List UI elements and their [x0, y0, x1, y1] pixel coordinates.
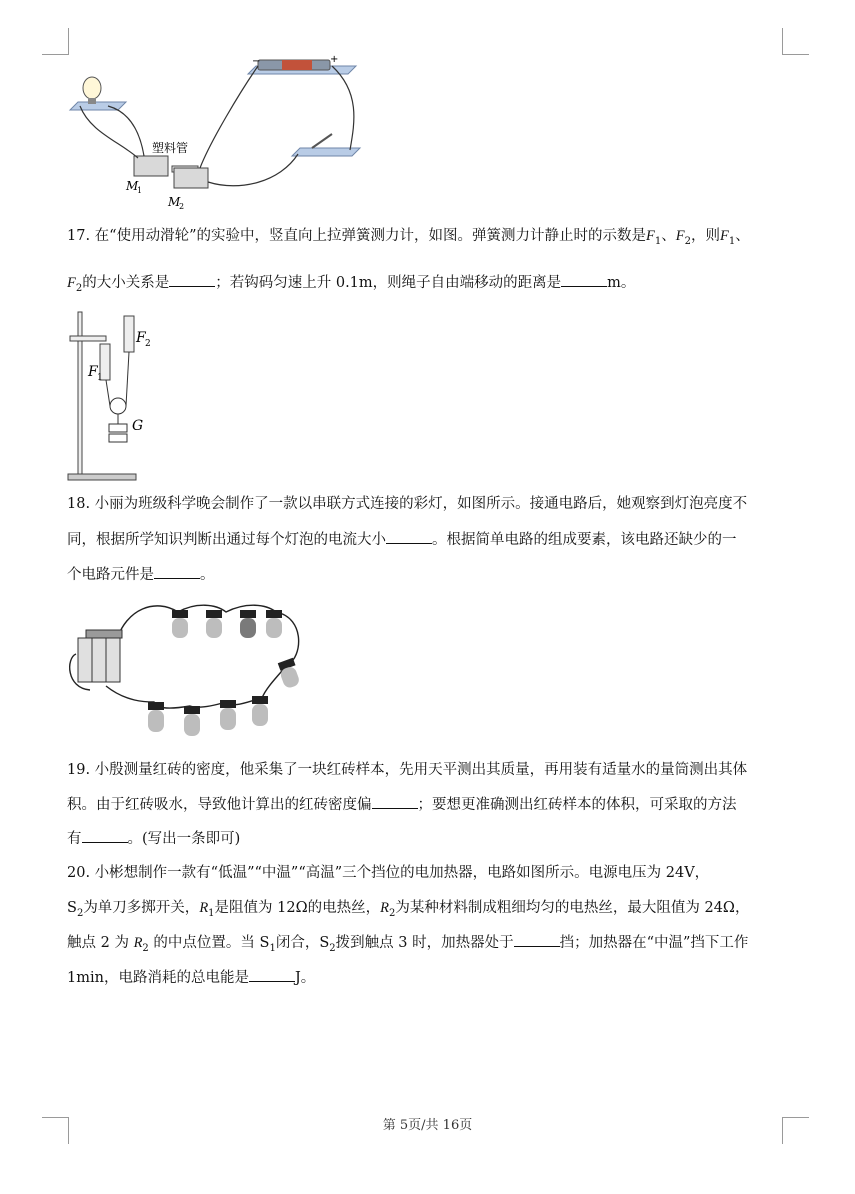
- q20-s1-symbol: S: [259, 935, 270, 951]
- q18-line2a-text: 同，根据所学知识判断出通过每个灯泡的电流大小: [67, 532, 386, 548]
- q20-r2-symbol-2: R: [133, 935, 143, 951]
- q20-line-3: [67, 932, 787, 959]
- q18-line-2: [67, 529, 787, 550]
- q17-text-a: 在“使用动滑轮”的实验中，竖直向上拉弹簧测力计，如图。弹簧测力计静止时的示数是: [94, 228, 646, 244]
- q18-lights-drawing: [66, 598, 306, 744]
- q20-r1-sub: 1: [208, 907, 215, 919]
- q17-pulley-figure: [64, 306, 164, 486]
- m2-subscript: 2: [179, 202, 185, 211]
- q20-line3b-text: 的中点位置。当: [148, 935, 260, 951]
- pulley-wheel-icon: [110, 398, 126, 414]
- q17-f2-symbol-2: F: [67, 275, 76, 291]
- q20-line3a-text: 触点 2 为: [67, 935, 134, 951]
- switch-lever-icon: [312, 134, 332, 148]
- q17-number: 17.: [67, 228, 91, 244]
- q20-s2-symbol: S: [67, 900, 77, 916]
- fig-f2-label: F: [136, 330, 146, 346]
- q20-line3c-text: 闭合，: [275, 935, 320, 951]
- motor-m2-icon: [174, 168, 208, 188]
- q20-s2-sub: 2: [76, 907, 84, 919]
- q20-line3d-text: 拨到触点 3 时，加热器处于: [335, 935, 514, 951]
- q17-text-c: 的大小关系是: [82, 275, 170, 291]
- q17-text-e: m。: [607, 275, 636, 291]
- crop-mark-top-right: [782, 28, 809, 55]
- q19-answer-blank-2[interactable]: [82, 828, 128, 843]
- q20-answer-blank-1[interactable]: [514, 932, 560, 947]
- plastic-tube-label: 塑料管: [152, 141, 189, 155]
- q19-line-2: [67, 794, 787, 815]
- q18-line3b-text: 。: [200, 567, 215, 583]
- q20-line1-text: 小彬想制作一款有“低温”“中温”“高温”三个挡位的电加热器，电路如图所示。电源电压为 24V，: [94, 865, 710, 881]
- q20-r1-symbol: R: [199, 900, 209, 916]
- q17-answer-blank-1[interactable]: [169, 272, 215, 287]
- q17-pulley-drawing: [64, 306, 164, 486]
- battery-plus-label: +: [330, 54, 339, 65]
- q17-f2-sub: 2: [684, 235, 691, 247]
- q19-line-1: [67, 760, 787, 780]
- stand-clamp: [70, 336, 106, 341]
- q19-line1-text: 小殷测量红砖的密度，他采集了一块红砖样本，先用天平测出其质量，再用装有适量水的量筒测出其体: [94, 762, 748, 778]
- page-footer: 第 5页/共 16页: [382, 1118, 473, 1133]
- fig-g-label: G: [132, 418, 144, 434]
- q19-line3b-text: 。(写出一条即可): [127, 831, 241, 847]
- battery-band: [282, 60, 312, 70]
- q20-r2-symbol: R: [380, 900, 389, 916]
- q18-line-3: [67, 564, 787, 585]
- m2-label: M: [168, 195, 181, 209]
- m1-subscript: 1: [137, 186, 143, 195]
- battery-minus-label: −: [252, 56, 261, 67]
- spring-scale-f2-icon: [124, 316, 134, 352]
- bulb-socket: [88, 98, 96, 104]
- q17-f2-symbol: F: [675, 228, 685, 244]
- fig-f2-sub: 2: [145, 339, 151, 349]
- weight-top-icon: [109, 424, 127, 432]
- bulb-base: [70, 102, 126, 110]
- bulb-row-top: [172, 610, 301, 689]
- q18-line2b-text: 。根据简单电路的组成要素，该电路还缺少的一: [432, 532, 737, 548]
- bulb-icon: [83, 77, 101, 99]
- q20-line4a-text: 1min，电路消耗的总电能是: [67, 970, 249, 986]
- q19-line-3: [67, 828, 787, 849]
- q20-line-1: [67, 863, 787, 883]
- q18-line1-text: 小丽为班级科学晚会制作了一款以串联方式连接的彩灯，如图所示。接通电路后，她观察到灯泡亮度不: [94, 496, 748, 512]
- q17-separator: 、: [661, 228, 676, 244]
- fig-f1-label: F: [88, 364, 98, 380]
- q17-f1-symbol: F: [646, 228, 655, 244]
- q20-line2b-text: 是阻值为 12Ω的电热丝，: [214, 900, 381, 916]
- fig-f1-sub: 1: [97, 373, 103, 383]
- q17-text-d: ；若钩码匀速上升 0.1m，则绳子自由端移动的距离是: [215, 275, 562, 291]
- q20-line-2: [67, 898, 787, 924]
- weight-bottom-icon: [109, 434, 127, 442]
- q17-separator-2: 、: [735, 228, 750, 244]
- q19-number: 19.: [67, 762, 91, 778]
- q20-number: 20.: [67, 865, 91, 881]
- motor-m1-icon: [134, 156, 168, 176]
- q17-line-1: [67, 226, 787, 252]
- q19-line2a-text: 积。由于红砖吸水，导致他计算出的红砖密度偏: [67, 797, 372, 813]
- q17-f1-sub-2: 1: [728, 235, 736, 247]
- q18-line-1: [67, 494, 787, 514]
- q17-line-2: [67, 272, 787, 299]
- q20-line4b-text: J。: [294, 970, 316, 986]
- q19-line2b-text: ；要想更准确测出红砖样本的体积，可采取的方法: [417, 797, 737, 813]
- battery-pack-icon: [78, 630, 122, 682]
- q18-answer-blank-2[interactable]: [154, 564, 200, 579]
- q20-s2-symbol-2: S: [319, 935, 330, 951]
- q20-line2a-text: 为单刀多掷开关，: [83, 900, 200, 916]
- m1-label: M: [126, 179, 139, 193]
- q18-line3a-text: 个电路元件是: [67, 567, 154, 583]
- q19-answer-blank-1[interactable]: [372, 794, 418, 809]
- q16-circuit-drawing: [60, 52, 380, 212]
- q17-f1-sub: 1: [654, 235, 662, 247]
- q20-r2-sub-2: 2: [142, 942, 149, 954]
- q18-answer-blank-1[interactable]: [386, 529, 432, 544]
- q20-line-4: [67, 967, 787, 988]
- q16-circuit-figure: [60, 52, 380, 212]
- q20-answer-blank-2[interactable]: [249, 967, 295, 982]
- q20-s2-sub-2: 2: [329, 942, 336, 954]
- q20-line3e-text: 挡；加热器在“中温”挡下工作: [559, 935, 749, 951]
- q18-lights-figure: [66, 598, 306, 744]
- q18-number: 18.: [67, 496, 91, 512]
- q19-line3a-text: 有: [67, 831, 82, 847]
- stand-base: [68, 474, 136, 480]
- q17-answer-blank-2[interactable]: [561, 272, 607, 287]
- q17-f1-symbol-2: F: [719, 228, 729, 244]
- crop-mark-top-left: [42, 28, 69, 55]
- q20-s1-sub: 1: [269, 942, 276, 954]
- q20-r2-sub: 2: [389, 907, 396, 919]
- q17-text-b: ，则: [690, 228, 720, 244]
- q17-f2-sub-2: 2: [75, 282, 83, 294]
- q20-line2c-text: 为某种材料制成粗细均匀的电热丝，最大阻值为 24Ω，: [395, 900, 750, 916]
